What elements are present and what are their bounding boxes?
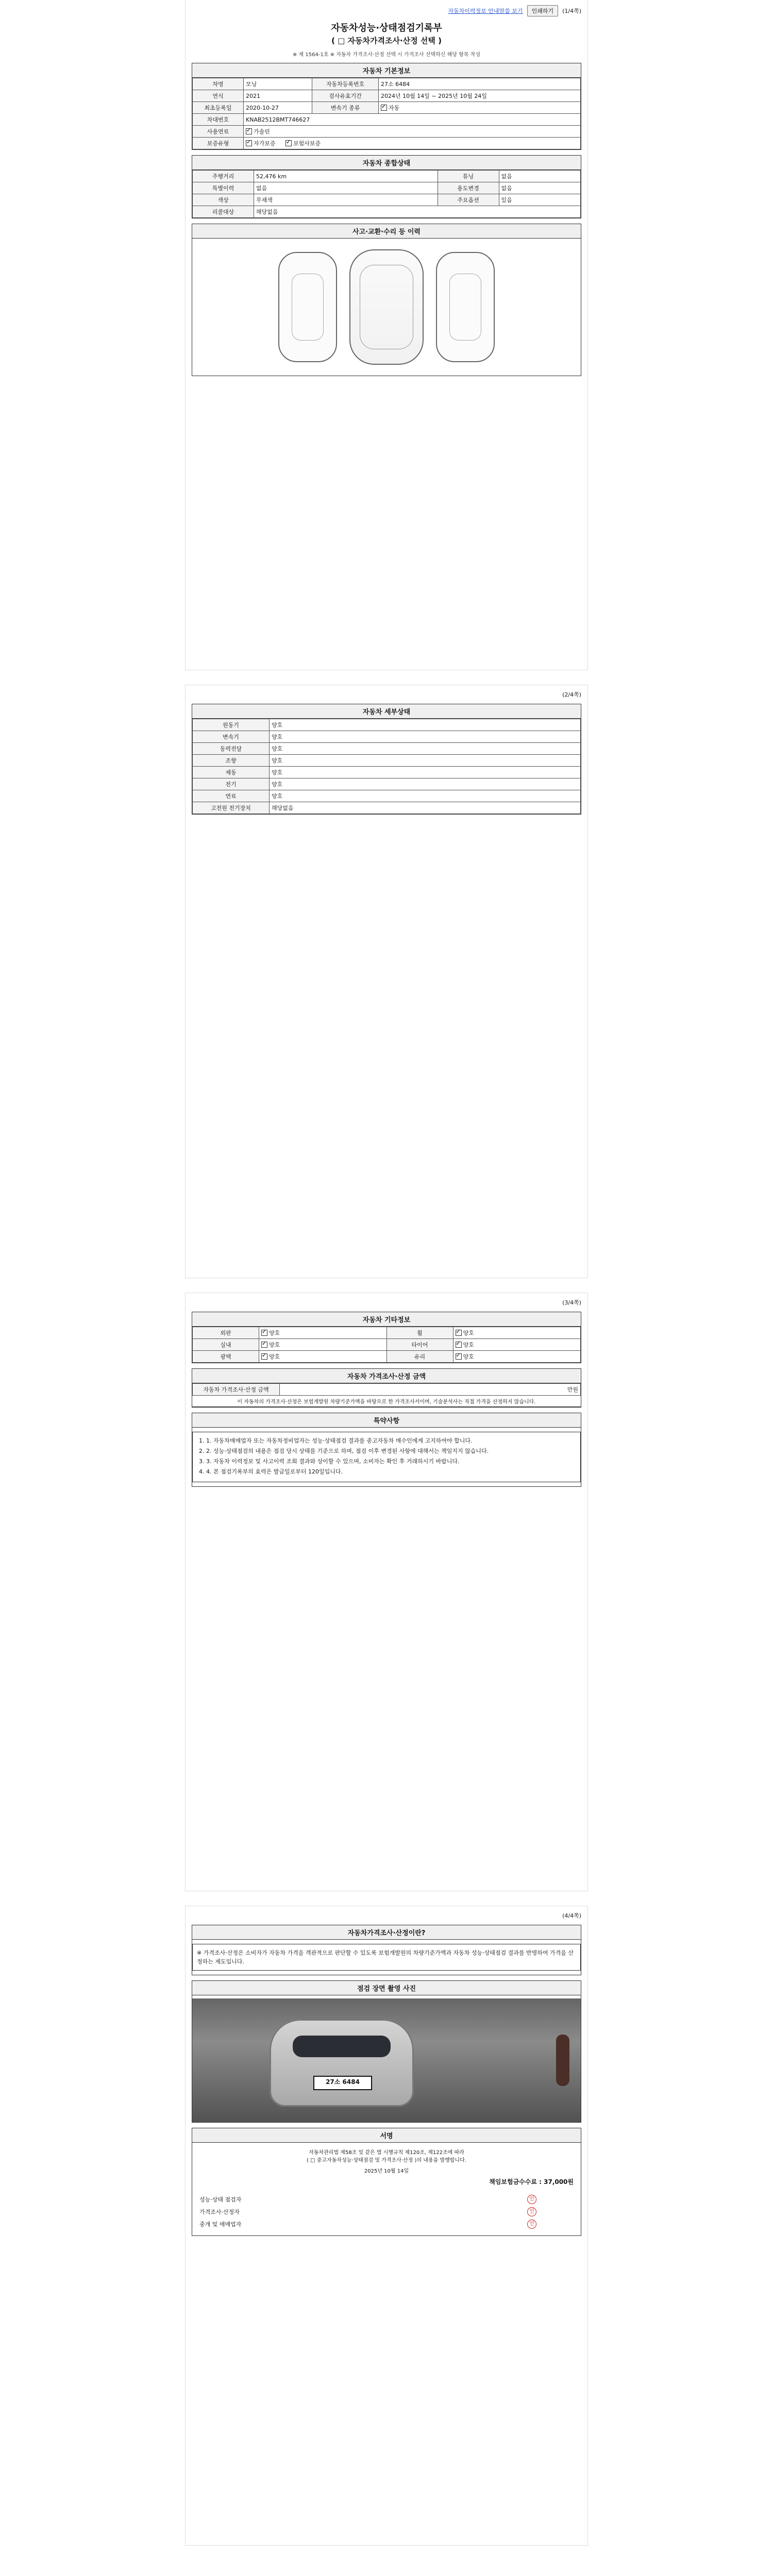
state-summary-title: 자동차 종합상태 <box>192 156 581 170</box>
signature-amount: 책임보험금수수료 : 37,000원 <box>489 2178 574 2186</box>
signature-date: 2025년 10월 14일 <box>364 2168 409 2175</box>
special-info-table: 외판 ✓ 양호 휠 ✓ 양호 실내 ✓ 양호 타이어 ✓ 양호 광택 ✓ 양호 유리 ✓ 양호 <box>192 1327 581 1363</box>
basic-info-section <box>192 63 581 150</box>
transmission-type: ✓ 자동 <box>379 102 581 114</box>
document-title: 자동차성능·상태점검기록부 <box>331 23 442 33</box>
car-windshield <box>293 2036 391 2057</box>
price-label: 자동차 가격조사·산정 금액 <box>193 1384 280 1396</box>
damage-history-section <box>192 224 581 376</box>
print-button[interactable]: 인쇄하기 <box>527 5 559 16</box>
stamp-1: 인 <box>527 2195 536 2204</box>
price-unit: 만원 <box>280 1384 581 1396</box>
detail-status-title: 자동차 세부상태 <box>192 704 581 719</box>
alert-body: ※ 가격조사·산정은 소비자가 자동차 가격을 객관적으로 판단할 수 있도록 보험개발원의 차량기준가액과 자동차 성능·상태점검 결과를 반영하여 가격을 산정하는 제도입니다. <box>192 1944 581 1971</box>
page-3 <box>186 1293 587 1891</box>
alert-section <box>192 1925 581 1975</box>
signature-line-2: ( □ 중고자동차성능·상태점검 및 가격조사·산정 )의 내용을 발행합니다. <box>307 2158 466 2164</box>
stamp-2: 인 <box>527 2207 536 2216</box>
page-2 <box>186 685 587 1278</box>
role-3: 중개 및 매매업자 <box>199 2221 242 2228</box>
damage-history-title: 사고·교환·수리 등 이력 <box>192 224 581 239</box>
price-section <box>192 1368 581 1408</box>
page-1 <box>186 0 587 670</box>
history-link[interactable]: 자동차이력정보 안내말씀 보기 <box>448 8 523 14</box>
document-subtitle: ( □ 자동차가격조사·산정 선택 ) <box>331 36 442 45</box>
role-1: 성능·상태 점검자 <box>199 2196 242 2204</box>
top-bar <box>192 5 581 16</box>
signature-section <box>192 2128 581 2236</box>
inspection-photo <box>192 1998 581 2122</box>
signature-title: 서명 <box>192 2128 581 2143</box>
warranty-type: ✓ 자가보증 ✓ 보험사보증 <box>244 138 581 149</box>
page-4 <box>186 1906 587 2545</box>
price-title: 자동차 가격조사·산정 금액 <box>192 1369 581 1383</box>
photo-title: 점검 장면 촬영 사진 <box>192 1981 581 1995</box>
vehicle-name: 모닝 <box>244 78 312 90</box>
stamp-3: 인 <box>527 2219 536 2229</box>
first-registration: 2020-10-27 <box>244 102 312 114</box>
person-image <box>556 2035 569 2086</box>
page-count: (1/4쪽) <box>562 8 581 14</box>
page-count-4: (4/4쪽) <box>562 1912 581 1919</box>
vehicle-diagram <box>192 239 581 376</box>
document-note: ※ 제 1564-1호 ※ 자동차 가격조사·산정 선택 시 가격조사 선택하신 해당 항목 작성 <box>293 52 480 58</box>
role-2: 가격조사·산정자 <box>199 2209 240 2216</box>
top-view-diagram <box>349 249 424 365</box>
signature-line-1: 자동차관리법 제58조 및 같은 법 시행규칙 제120조, 제122조에 따라 <box>309 2150 464 2156</box>
special-info-title: 자동차 기타정보 <box>192 1312 581 1327</box>
vehicle-year: 2021 <box>244 90 312 102</box>
basic-info-title: 자동차 기본정보 <box>192 63 581 78</box>
state-summary-section <box>192 155 581 218</box>
price-note: 이 자동차의 가격조사·산정은 보험개발원 차량기준가액을 바탕으로 한 가격조사서이며, 기술분석사는 직접 가격을 산정하지 않습니다. <box>192 1396 581 1407</box>
left-side-diagram <box>278 252 337 362</box>
fuel-type: ✓ 가솔린 <box>244 126 581 138</box>
vehicle-reg-no: 27소 6484 <box>379 78 581 90</box>
special-info-section <box>192 1312 581 1363</box>
notice-title: 특약사항 <box>192 1413 581 1428</box>
alert-title: 자동차가격조사·산정이란? <box>192 1925 581 1940</box>
state-summary-table: 주행거리 52,476 km 튜닝 없음 특별이력 없음 용도변경 없음 색상 무채색 주요옵션 있음 리콜대상 해당없음 <box>192 170 581 218</box>
vin: KNAB2512BMT746627 <box>244 114 581 126</box>
detail-status-table: 원동기 양호 변속기 양호 동력전달 양호 조향 양호 제동 양호 전기 양호 연료 양호 고전원 전기장치 해당없음 <box>192 719 581 814</box>
detail-status-section <box>192 704 581 815</box>
basic-info-table: 차명 모닝 자동차등록번호 27소 6484 연식 2021 검사유효기간 2024년 10월 14일 ~ 2025년 10월 24일 최초등록일 2020-10-27 변속기 종류 ✓ 자동 차대번호 KNAB2512BMT746627 사용연료 ✓ 가솔린 보증유형 ✓ 자가보증 ✓ 보험사보증 <box>192 78 581 149</box>
page-count-2: (2/4쪽) <box>562 691 581 698</box>
license-plate: 27소 6484 <box>313 2076 372 2090</box>
car-image-body <box>270 2019 414 2107</box>
inspection-period: 2024년 10월 14일 ~ 2025년 10월 24일 <box>379 90 581 102</box>
right-side-diagram <box>436 252 495 362</box>
photo-section <box>192 1980 581 2123</box>
notice-section <box>192 1413 581 1487</box>
page-count-3: (3/4쪽) <box>562 1299 581 1306</box>
notice-box: 1. 1. 자동차매매업자 또는 자동차정비업자는 성능·상태점검 결과를 중고자동차 매수인에게 고지하여야 합니다. 2. 2. 성능·상태점검의 내용은 점검 당시 상태를 기준으로 하며, 점검 이후 변경된 사항에 대해서는 책임지지 않습니다. 3. 3. 자동차 이력정보 및 사고이력 조회 결과와 상이할 수 있으며, 소비자는 확인 후 거래하시기 바랍니다. 4. 4. 본 점검기록부의 효력은 발급일로부터 120일입니다. <box>192 1432 581 1482</box>
